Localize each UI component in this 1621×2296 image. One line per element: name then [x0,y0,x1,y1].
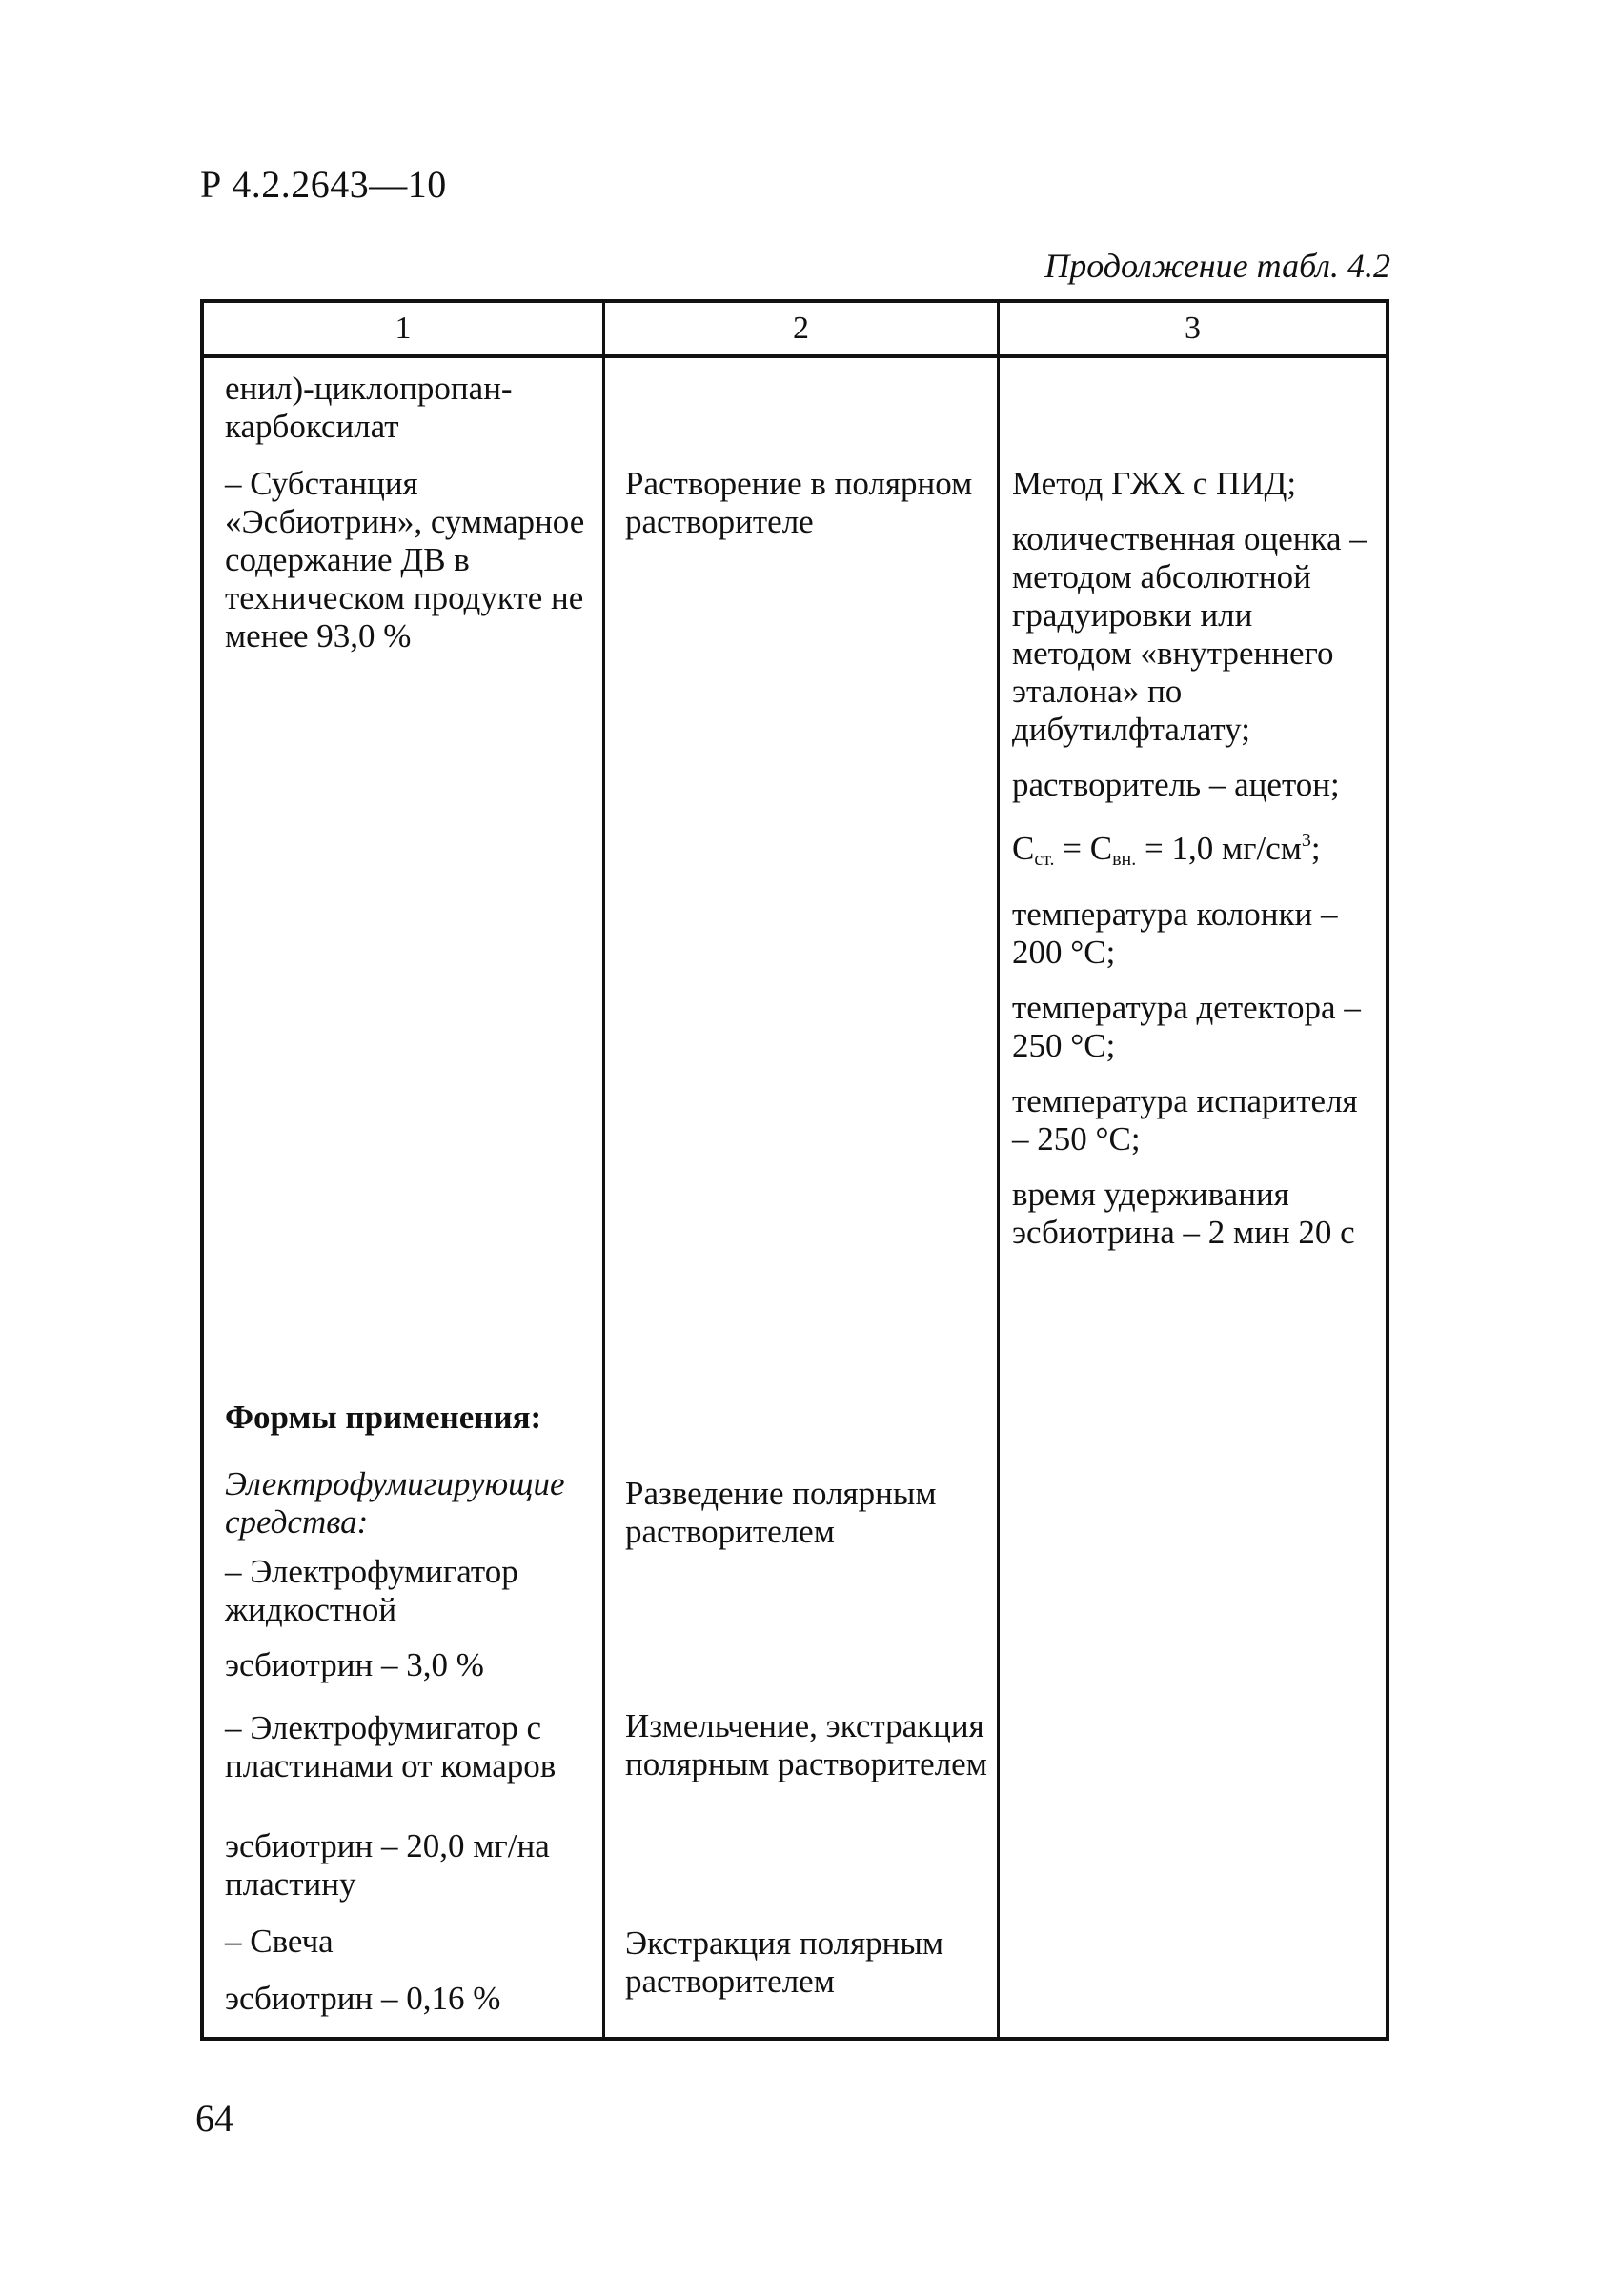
solvent: растворитель – ацетон; [1012,766,1340,803]
table-caption: Продолжение табл. 4.2 [1044,247,1390,285]
data-table [200,299,1389,2041]
item2-content: эсбиотрин – 20,0 мг/на пластину [225,1827,550,1903]
header-divider [204,354,1386,358]
column-temperature: температура колонки – 200 °С; [1012,896,1338,971]
concentration: $С_{ст.} = С_{вн.} = 1,0$ $мг/см^3$; [1012,830,1321,870]
substance-name-end: енил)-циклопропан-карбоксилат [225,370,513,445]
quantification: количественная оценка – методом абсолютной градуировки или методом «внутреннего эталона» по дибутилфталату; [1012,520,1367,748]
item3-name: – Свеча [225,1923,334,1960]
item2-name: – Электрофумигатор с пластинами от комаров [225,1709,557,1784]
retention-time: время удерживания эсбиотрина – 2 мин 20 с [1012,1176,1355,1251]
column-divider [997,303,1000,2037]
forms-heading: Формы применения: [225,1399,542,1436]
method-column [1012,465,1379,1269]
evaporator-temperature: температура испарителя – 250 °С; [1012,1082,1358,1158]
item3-preparation: Экстракция полярным растворителем [625,1924,944,2000]
item2-preparation: Измельчение, экстракция полярным растворителем [625,1707,987,1782]
item1-content: эсбиотрин – 3,0 % [225,1646,484,1683]
item1-preparation: Разведение полярным растворителем [625,1475,937,1550]
document-code: Р 4.2.2643—10 [200,163,447,206]
electro-heading: Электрофумигирующие средства: [225,1465,565,1541]
item3-content: эсбиотрин – 0,16 % [225,1980,501,2017]
column-header-1: 1 [395,311,412,346]
substance-description: – Субстанция «Эсбиотрин», суммарное содержание ДВ в техническом продукте не менее 93,0 % [225,465,585,655]
column-header-3: 3 [1185,311,1201,346]
substance-preparation: Растворение в полярном растворителе [625,465,973,540]
detector-temperature: температура детектора – 250 °С; [1012,989,1361,1064]
analysis-method: Метод ГЖХ с ПИД; [1012,465,1297,502]
column-header-2: 2 [793,311,809,346]
page-number: 64 [195,2097,233,2140]
item1-name: – Электрофумигатор жидкостной [225,1553,518,1628]
column-divider [602,303,605,2037]
